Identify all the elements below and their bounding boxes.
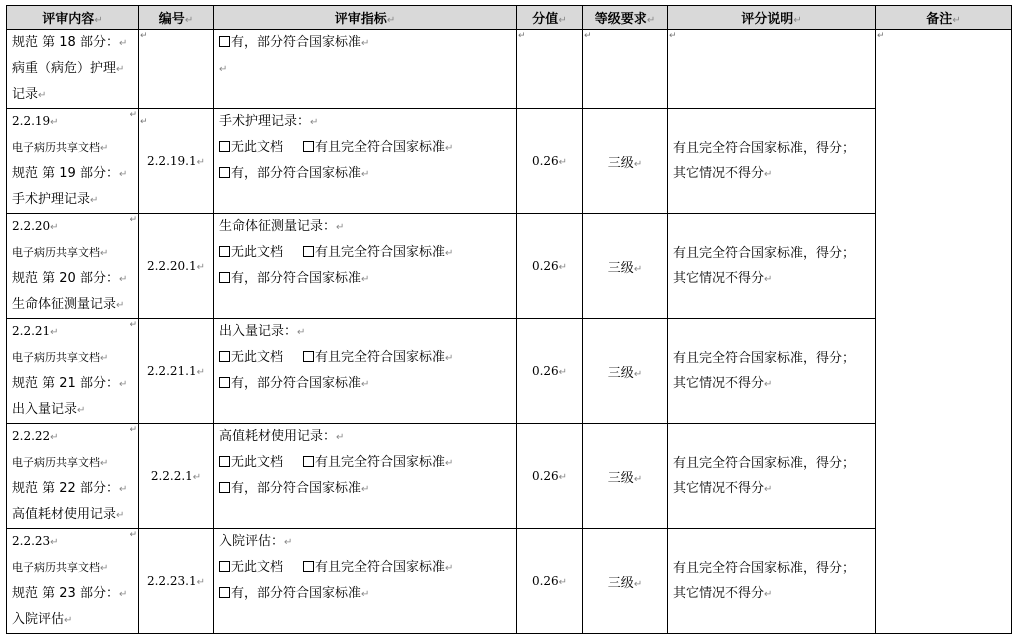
explanation-cell: 有且完全符合国家标准，得分； 其它情况不得分↵ bbox=[668, 319, 876, 424]
checkbox-icon[interactable] bbox=[219, 246, 230, 257]
checkbox-icon[interactable] bbox=[219, 141, 230, 152]
code-cell: 2.2.20.1↵ bbox=[139, 214, 214, 319]
content-cell: 规范 第 18 部分：↵ 病重（病危）护理↵ 记录↵ bbox=[7, 30, 139, 109]
content-cell: ↵ 2.2.22↵ 电子病历共享文档↵ 规范 第 22 部分：↵ 高值耗材使用记录↵ bbox=[7, 424, 139, 529]
header-indicator: 评审指标↵ bbox=[214, 6, 517, 30]
header-code: 编号↵ bbox=[139, 6, 214, 30]
checkbox-icon[interactable] bbox=[303, 456, 314, 467]
checkbox-icon[interactable] bbox=[303, 561, 314, 572]
header-explanation: 评分说明↵ bbox=[668, 6, 876, 30]
review-table-container bbox=[6, 5, 1012, 634]
header-remark: 备注↵ bbox=[876, 6, 1012, 30]
review-table bbox=[6, 5, 1012, 634]
score-cell: 0.26↵ bbox=[517, 529, 583, 634]
explanation-cell: 有且完全符合国家标准，得分； 其它情况不得分↵ bbox=[668, 529, 876, 634]
score-cell: 0.26↵ bbox=[517, 109, 583, 214]
explanation-cell: 有且完全符合国家标准，得分； 其它情况不得分↵ bbox=[668, 214, 876, 319]
indicator-cell: 有，部分符合国家标准↵ ↵ bbox=[214, 30, 517, 109]
indicator-cell: 入院评估：↵ 无此文档 有且完全符合国家标准↵ 有，部分符合国家标准↵ bbox=[214, 529, 517, 634]
checkbox-icon[interactable] bbox=[303, 246, 314, 257]
score-cell: ↵ bbox=[517, 30, 583, 109]
checkbox-icon[interactable] bbox=[219, 377, 230, 388]
indicator-cell: 手术护理记录：↵ 无此文档 有且完全符合国家标准↵ 有，部分符合国家标准↵ bbox=[214, 109, 517, 214]
content-cell: ↵ 2.2.19↵ 电子病历共享文档↵ 规范 第 19 部分：↵ 手术护理记录↵ bbox=[7, 109, 139, 214]
code-cell: ↵ 2.2.19.1↵ bbox=[139, 109, 214, 214]
checkbox-icon[interactable] bbox=[219, 456, 230, 467]
header-level: 等级要求↵ bbox=[583, 6, 668, 30]
checkbox-icon[interactable] bbox=[219, 167, 230, 178]
table-row bbox=[7, 424, 1012, 529]
table-row bbox=[7, 109, 1012, 214]
header-content: 评审内容↵ bbox=[7, 6, 139, 30]
checkbox-icon[interactable] bbox=[219, 482, 230, 493]
checkbox-icon[interactable] bbox=[219, 272, 230, 283]
score-cell: 0.26↵ bbox=[517, 214, 583, 319]
explanation-cell: 有且完全符合国家标准，得分； 其它情况不得分↵ bbox=[668, 424, 876, 529]
table-row bbox=[7, 319, 1012, 424]
score-cell: 0.26↵ bbox=[517, 424, 583, 529]
indicator-cell: 高值耗材使用记录：↵ 无此文档 有且完全符合国家标准↵ 有，部分符合国家标准↵ bbox=[214, 424, 517, 529]
level-cell: 三级↵ bbox=[583, 109, 668, 214]
remark-cell: ↵ bbox=[876, 30, 1012, 634]
checkbox-icon[interactable] bbox=[219, 561, 230, 572]
checkbox-icon[interactable] bbox=[303, 351, 314, 362]
content-cell: ↵ 2.2.21↵ 电子病历共享文档↵ 规范 第 21 部分：↵ 出入量记录↵ bbox=[7, 319, 139, 424]
code-cell: 2.2.23.1↵ bbox=[139, 529, 214, 634]
explanation-cell: ↵ bbox=[668, 30, 876, 109]
level-cell: 三级↵ bbox=[583, 529, 668, 634]
checkbox-icon[interactable] bbox=[219, 351, 230, 362]
content-cell: ↵ 2.2.23↵ 电子病历共享文档↵ 规范 第 23 部分：↵ 入院评估↵ bbox=[7, 529, 139, 634]
level-cell: ↵ bbox=[583, 30, 668, 109]
level-cell: 三级↵ bbox=[583, 424, 668, 529]
table-row bbox=[7, 529, 1012, 634]
header-row bbox=[7, 6, 1012, 30]
table-row bbox=[7, 214, 1012, 319]
checkbox-icon[interactable] bbox=[219, 36, 230, 47]
code-cell: ↵ bbox=[139, 30, 214, 109]
table-row-part-18 bbox=[7, 30, 1012, 109]
level-cell: 三级↵ bbox=[583, 319, 668, 424]
code-cell: 2.2.2.1↵ bbox=[139, 424, 214, 529]
explanation-cell: 有且完全符合国家标准，得分； 其它情况不得分↵ bbox=[668, 109, 876, 214]
indicator-cell: 出入量记录：↵ 无此文档 有且完全符合国家标准↵ 有，部分符合国家标准↵ bbox=[214, 319, 517, 424]
content-cell: ↵ 2.2.20↵ 电子病历共享文档↵ 规范 第 20 部分：↵ 生命体征测量记录↵ bbox=[7, 214, 139, 319]
score-cell: 0.26↵ bbox=[517, 319, 583, 424]
code-cell: 2.2.21.1↵ bbox=[139, 319, 214, 424]
level-cell: 三级↵ bbox=[583, 214, 668, 319]
checkbox-icon[interactable] bbox=[303, 141, 314, 152]
indicator-cell: 生命体征测量记录：↵ 无此文档 有且完全符合国家标准↵ 有，部分符合国家标准↵ bbox=[214, 214, 517, 319]
checkbox-icon[interactable] bbox=[219, 587, 230, 598]
header-score: 分值↵ bbox=[517, 6, 583, 30]
